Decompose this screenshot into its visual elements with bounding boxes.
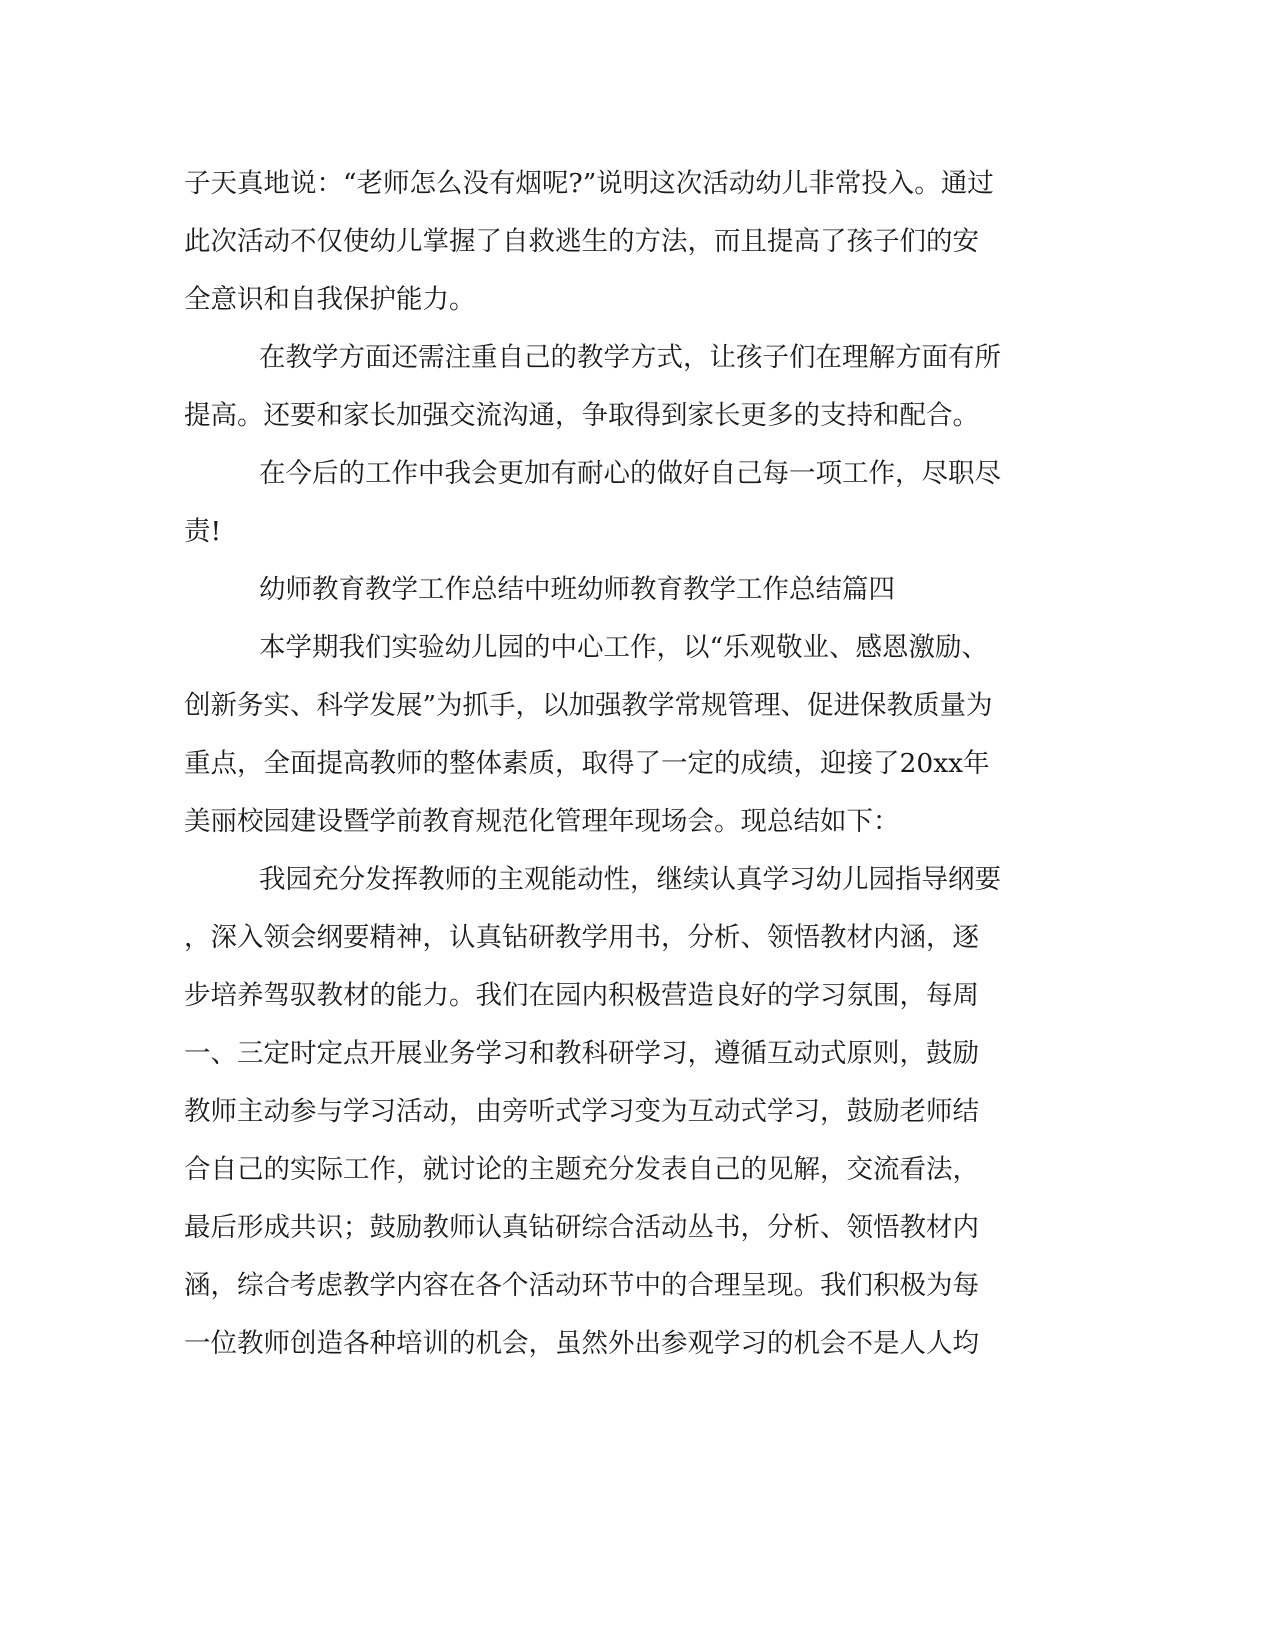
paragraph-start-line: 我园充分发挥教师的主观能动性，继续认真学习幼儿园指导纲要 — [259, 864, 1001, 895]
text-line: ，深入领会纲要精神，认真钻研教学用书，分析、领悟教材内涵，逐 — [184, 922, 979, 953]
text-line: 涵，综合考虑教学内容在各个活动环节中的合理呈现。我们积极为每 — [184, 1270, 979, 1301]
text-line: 子天真地说：“老师怎么没有烟呢?”说明这次活动幼儿非常投入。通过 — [184, 168, 994, 199]
text-line: 创新务实、科学发展”为抓手，以加强教学常规管理、促进保教质量为 — [184, 690, 993, 721]
text-line: 合自己的实际工作，就讨论的主题充分发表自己的见解，交流看法， — [184, 1154, 979, 1185]
text-line: 提高。还要和家长加强交流沟通，争取得到家长更多的支持和配合。 — [184, 400, 979, 431]
section-heading: 幼师教育教学工作总结中班幼师教育教学工作总结篇四 — [259, 574, 895, 605]
paragraph-start-line: 在教学方面还需注重自己的教学方式，让孩子们在理解方面有所 — [259, 342, 1001, 373]
text-line: 美丽校园建设暨学前教育规范化管理年现场会。现总结如下： — [184, 806, 900, 837]
text-line: 一位教师创造各种培训的机会，虽然外出参观学习的机会不是人人均 — [184, 1328, 979, 1359]
paragraph-start-line: 本学期我们实验幼儿园的中心工作，以“乐观敬业、感恩激励、 — [259, 632, 989, 663]
text-line: 全意识和自我保护能力。 — [184, 284, 476, 315]
text-line: 一、三定时定点开展业务学习和教科研学习，遵循互动式原则，鼓励 — [184, 1038, 979, 1069]
text-line: 重点，全面提高教师的整体素质，取得了一定的成绩，迎接了20xx年 — [184, 748, 990, 779]
text-line: 此次活动不仅使幼儿掌握了自救逃生的方法，而且提高了孩子们的安 — [184, 226, 979, 257]
paragraph-start-line: 在今后的工作中我会更加有耐心的做好自己每一项工作，尽职尽 — [259, 458, 1001, 489]
text-line: 教师主动参与学习活动，由旁听式学习变为互动式学习，鼓励老师结 — [184, 1096, 979, 1127]
text-line: 步培养驾驭教材的能力。我们在园内积极营造良好的学习氛围，每周 — [184, 980, 979, 1011]
text-line: 责! — [184, 516, 222, 547]
text-line: 最后形成共识；鼓励教师认真钻研综合活动丛书，分析、领悟教材内 — [184, 1212, 979, 1243]
